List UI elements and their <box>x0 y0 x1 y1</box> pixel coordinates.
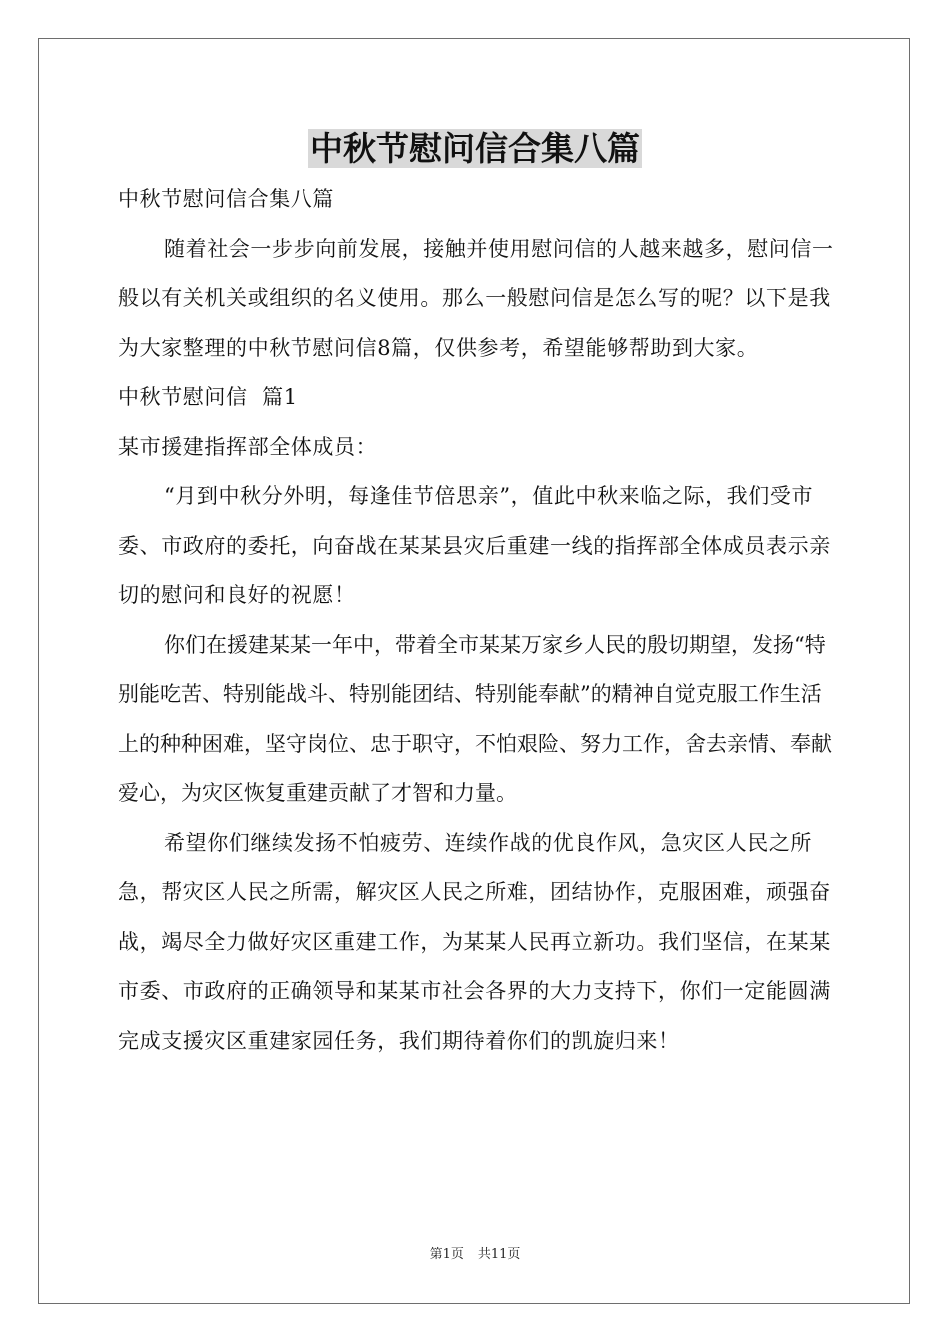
body-paragraph: “月到中秋分外明，每逢佳节倍思亲”，值此中秋来临之际，我们受市委、市政府的委托，向奋战在某某县灾后重建一线的指挥部全体成员表示亲切的慰问和良好的祝愿！ <box>118 484 831 607</box>
intro-paragraph: 随着社会一步步向前发展，接触并使用慰问信的人越来越多，慰问信一般以有关机关或组织的名义使用。那么一般慰问信是怎么写的呢？以下是我为大家整理的中秋节慰问信8篇，仅供参考，希望能够帮助到大家。 <box>118 236 834 360</box>
document-title <box>0 125 950 173</box>
salutation-paragraph: 某市援建指挥部全体成员： <box>118 434 378 459</box>
document-title-text: 中秋节慰问信合集八篇 <box>310 129 640 168</box>
body-paragraph: 你们在援建某某一年中，带着全市某某万家乡人民的殷切期望，发扬“特别能吃苦、特别能战斗、特别能团结、特别能奉献”的精神自觉克服工作生活上的种种困难，坚守岗位、忠于职守，不怕艰险、努力工作，舍去亲情、奉献爱心，为灾区恢复重建贡献了才智和力量。 <box>118 632 832 805</box>
page-number-current: 第1页 <box>429 1247 464 1262</box>
subtitle-paragraph: 中秋节慰问信合集八篇 <box>118 187 334 211</box>
body-paragraph: 希望你们继续发扬不怕疲劳、连续作战的优良作风，急灾区人民之所急，帮灾区人民之所需，解灾区人民之所难，团结协作，克服困难，顽强奋战，竭尽全力做好灾区重建工作，为某某人民再立新功。我们坚信，在某某市委、市政府的正确领导和某某市社会各界的大力支持下，你们一定能圆满完成支援灾区重建家园任务，我们期待着你们的凯旋归来！ <box>118 830 831 1053</box>
page-footer <box>0 1245 950 1265</box>
section-heading: 中秋节慰问信 篇1 <box>118 385 298 409</box>
document-body <box>118 175 838 1066</box>
page-number-total: 共11页 <box>477 1247 521 1262</box>
